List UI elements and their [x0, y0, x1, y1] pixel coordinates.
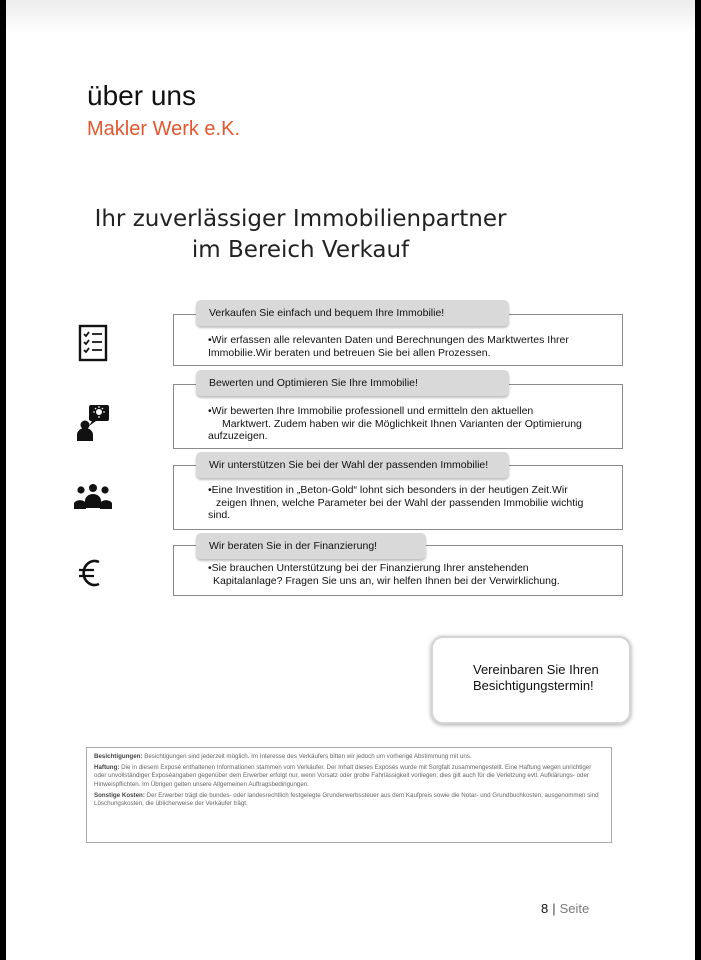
- section-text-line: •Wir bewerten Ihre Immobilie professionell und ermitteln den aktuellen: [208, 405, 534, 417]
- section-text-sell: [208, 334, 604, 359]
- section-heading-support: Wir unterstützen Sie bei der Wahl der passenden Immobilie!: [196, 452, 509, 478]
- disclaimer-text: Die in diesem Exposé enthaltenen Informationen stammen vom Verkäufer. Der Inhalt dieses Exposés wurde mit Sorgfalt zusammengestellt. Eine Haftung wegen unrichtiger oder unvollständiger Exposéangaben gegenüber dem Erwerber erfolgt nur, wenn Vorsatz oder grobe Fahrlässigkeit vorliegen; dies gilt auch für die Verletzung evtl. Aufklärungs- oder Hinweispflichten. Im Übrigen gelten unsere Allgemeinen Auftragsbedingungen.: [94, 764, 592, 788]
- legal-disclaimer: [86, 747, 612, 843]
- section-heading-evaluate: Bewerten und Optimieren Sie Ihre Immobilie!: [196, 370, 509, 396]
- headline-line-2: im Bereich Verkauf: [191, 237, 410, 263]
- section-text-line: sind.: [208, 509, 231, 521]
- section-text-line: •Wir erfassen alle relevanten Daten und Berechnungen des Marktwertes Ihrer: [208, 334, 569, 346]
- disclaimer-text: Besichtigungen sind jederzeit möglich. Im Interesse des Verkäufers bitten wir jedoch um vorherige Abstimmung mit uns.: [142, 753, 472, 760]
- page-number: 8: [541, 901, 549, 916]
- page-label: Seite: [559, 901, 590, 916]
- disclaimer-costs: [94, 792, 604, 808]
- document-page: [6, 0, 695, 960]
- page-footer: [541, 901, 589, 916]
- checklist-icon: [73, 323, 113, 363]
- top-edge-shadow: [6, 0, 695, 34]
- disclaimer-liability: [94, 764, 604, 789]
- headline: [6, 204, 595, 266]
- section-text-line: Immobilie.Wir beraten und betreuen Sie bei allen Prozessen.: [208, 346, 491, 359]
- section-text-line: Marktwert. Zudem haben wir die Möglichkeit Ihnen Varianten der Optimierung: [222, 417, 582, 430]
- section-text-line: aufzuzeigen.: [208, 430, 268, 442]
- disclaimer-viewing: [94, 753, 604, 761]
- disclaimer-label: Sonstige Kosten:: [94, 791, 145, 799]
- disclaimer-text: Der Erwerber trägt die bundes- oder landesrechtlich festgelegte Grunderwerbssteuer aus dem Kaufpreis sowie die Notar- und Grundbuchkosten; ausgenommen sind Löschungskosten, die üblicherweise der Verkäufer trägt.: [94, 791, 599, 808]
- consultant-idea-icon: [75, 403, 115, 443]
- cta-line-1: Vereinbaren Sie Ihren: [473, 662, 599, 677]
- company-name: Makler Werk e.K.: [87, 118, 240, 140]
- section-text-financing: [208, 562, 604, 587]
- section-text-line: •Eine Investition in „Beton-Gold“ lohnt sich besonders in der heutigen Zeit.Wir: [208, 484, 568, 496]
- section-text-support: [208, 484, 604, 522]
- cta-line-2: Besichtigungstermin!: [473, 678, 594, 693]
- headline-line-1: Ihr zuverlässiger Immobilienpartner: [94, 206, 507, 232]
- section-text-line: •Sie brauchen Unterstützung bei der Finanzierung Ihrer anstehenden: [208, 562, 529, 574]
- section-heading-sell: Verkaufen Sie einfach und bequem Ihre Immobilie!: [196, 300, 509, 326]
- page-title: über uns: [87, 80, 196, 111]
- section-heading-financing: Wir beraten Sie in der Finanzierung!: [196, 533, 426, 559]
- disclaimer-label: Haftung:: [94, 764, 120, 772]
- section-text-line: zeigen Ihnen, welche Parameter bei der Wahl der passenden Immobilie wichtig: [216, 496, 584, 509]
- viewing-appointment-cta[interactable]: [431, 636, 631, 724]
- section-text-evaluate: [208, 405, 604, 443]
- euro-icon: [72, 553, 112, 593]
- group-icon: [73, 478, 113, 518]
- footer-separator: |: [552, 901, 556, 916]
- disclaimer-label: Besichtigungen:: [94, 753, 143, 760]
- section-text-line: Kapitalanlage? Fragen Sie uns an, wir helfen Ihnen bei der Verwirklichung.: [213, 574, 560, 587]
